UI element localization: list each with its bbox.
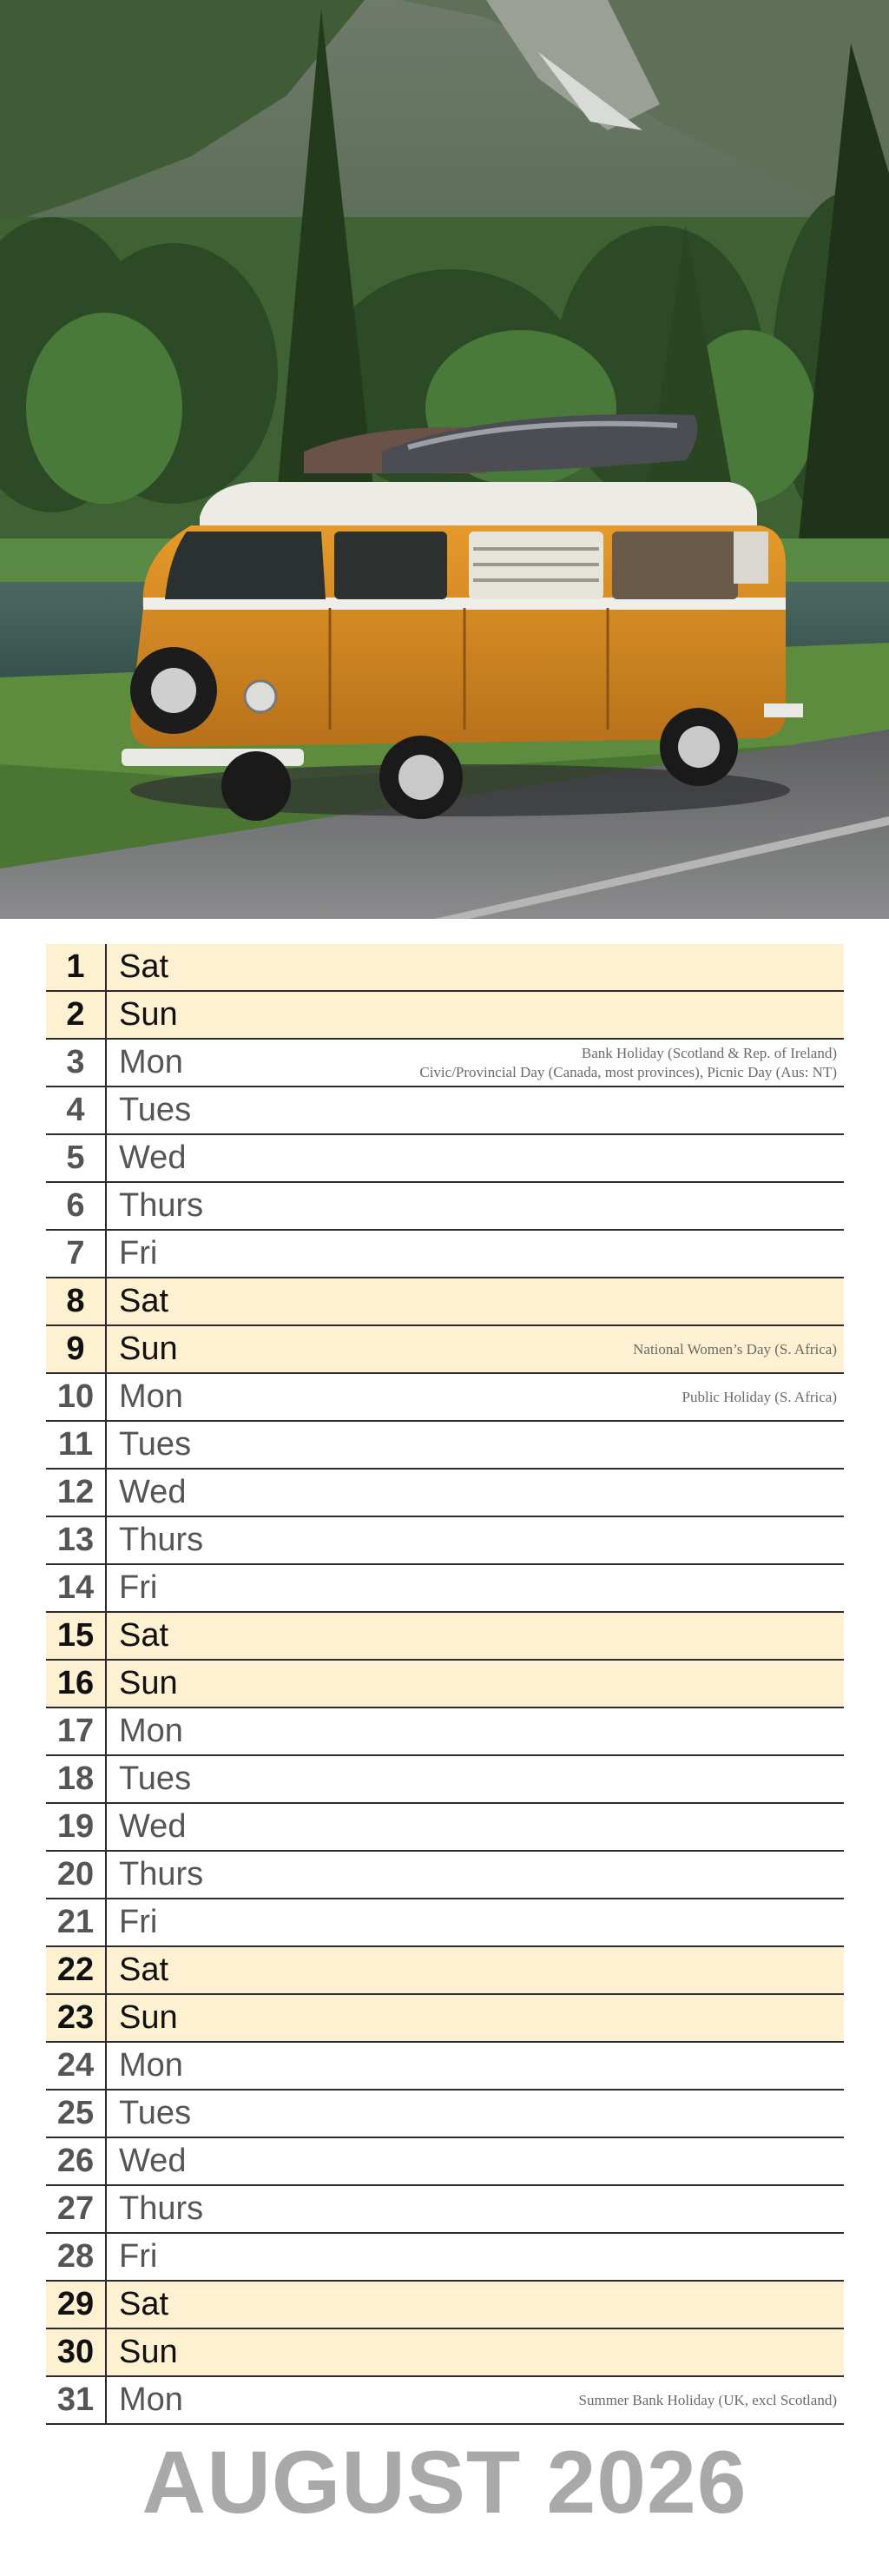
- day-number: 30: [46, 2329, 107, 2375]
- day-number: 10: [46, 1374, 107, 1420]
- calendar-row: [46, 2091, 844, 2138]
- day-number: 31: [46, 2377, 107, 2423]
- day-number: 24: [46, 2043, 107, 2089]
- day-number: 7: [46, 1231, 107, 1277]
- day-name: Sat: [119, 948, 169, 985]
- day-name: Fri: [119, 2238, 158, 2275]
- day-name: Fri: [119, 1235, 158, 1271]
- day-number: 18: [46, 1756, 107, 1802]
- day-number: 13: [46, 1517, 107, 1563]
- holiday-note: Civic/Provincial Day (Canada, most provinces), Picnic Day (Aus: NT): [419, 1063, 837, 1080]
- calendar-row: [46, 1231, 844, 1278]
- day-number: 17: [46, 1708, 107, 1754]
- day-name: Tues: [119, 1092, 192, 1128]
- calendar-row: [46, 1995, 844, 2043]
- calendar-row: [46, 1422, 844, 1470]
- day-name: Sun: [119, 996, 178, 1033]
- day-number: 3: [46, 1040, 107, 1086]
- calendar-row: [46, 1326, 844, 1374]
- calendar-row: [46, 1374, 844, 1422]
- calendar-row: [46, 1040, 844, 1087]
- calendar-row: [46, 992, 844, 1040]
- day-number: 5: [46, 1135, 107, 1181]
- day-number: 21: [46, 1899, 107, 1945]
- day-number: 8: [46, 1278, 107, 1324]
- calendar-row: [46, 1661, 844, 1708]
- holiday-notes: [579, 2377, 837, 2423]
- holiday-note: National Women’s Day (S. Africa): [633, 1340, 837, 1357]
- day-name: Fri: [119, 1904, 158, 1940]
- calendar-row: [46, 2043, 844, 2091]
- calendar-grid: [46, 944, 844, 2425]
- calendar-row: [46, 1899, 844, 1947]
- day-name: Thurs: [119, 1522, 204, 1558]
- day-name: Sun: [119, 1331, 178, 1367]
- day-name: Tues: [119, 2095, 192, 2131]
- calendar-row: [46, 1565, 844, 1613]
- day-number: 2: [46, 992, 107, 1038]
- day-name: Mon: [119, 1378, 183, 1415]
- day-number: 25: [46, 2091, 107, 2137]
- day-number: 16: [46, 1661, 107, 1707]
- day-name: Sat: [119, 1617, 169, 1654]
- day-number: 19: [46, 1804, 107, 1850]
- calendar-row: [46, 2138, 844, 2186]
- day-number: 14: [46, 1565, 107, 1611]
- day-name: Tues: [119, 1760, 192, 1797]
- calendar-row: [46, 2282, 844, 2329]
- day-name: Sat: [119, 2286, 169, 2322]
- day-name: Sun: [119, 1999, 178, 2036]
- calendar-row: [46, 1517, 844, 1565]
- calendar-row: [46, 1135, 844, 1183]
- day-name: Mon: [119, 2047, 183, 2084]
- day-name: Mon: [119, 1044, 183, 1080]
- day-number: 6: [46, 1183, 107, 1229]
- calendar-row: [46, 1708, 844, 1756]
- calendar-row: [46, 1470, 844, 1517]
- day-name: Wed: [119, 1808, 187, 1845]
- calendar-row: [46, 1804, 844, 1852]
- calendar-row: [46, 2234, 844, 2282]
- holiday-notes: [633, 1326, 837, 1372]
- day-name: Sun: [119, 2334, 178, 2370]
- day-number: 9: [46, 1326, 107, 1372]
- day-name: Thurs: [119, 1187, 204, 1224]
- holiday-note: Bank Holiday (Scotland & Rep. of Ireland): [581, 1044, 837, 1061]
- calendar-row: [46, 1947, 844, 1995]
- day-number: 20: [46, 1852, 107, 1898]
- day-number: 1: [46, 944, 107, 990]
- day-number: 29: [46, 2282, 107, 2328]
- day-name: Fri: [119, 1569, 158, 1606]
- day-name: Thurs: [119, 1856, 204, 1892]
- day-number: 12: [46, 1470, 107, 1516]
- month-year-title: AUGUST 2026: [142, 2433, 747, 2532]
- holiday-note: Public Holiday (S. Africa): [682, 1388, 837, 1405]
- day-name: Wed: [119, 2143, 187, 2179]
- day-number: 15: [46, 1613, 107, 1659]
- day-name: Mon: [119, 1713, 183, 1749]
- day-name: Tues: [119, 1426, 192, 1463]
- day-number: 26: [46, 2138, 107, 2184]
- day-name: Wed: [119, 1139, 187, 1176]
- day-number: 23: [46, 1995, 107, 2041]
- day-number: 27: [46, 2186, 107, 2232]
- day-name: Sat: [119, 1283, 169, 1319]
- calendar-photo: [0, 0, 889, 919]
- day-number: 28: [46, 2234, 107, 2280]
- calendar-row: [46, 2377, 844, 2425]
- day-name: Sat: [119, 1952, 169, 1988]
- calendar-row: [46, 944, 844, 992]
- holiday-notes: [682, 1374, 837, 1420]
- calendar-row: [46, 1852, 844, 1899]
- calendar-row: [46, 1087, 844, 1135]
- day-name: Mon: [119, 2381, 183, 2418]
- day-number: 22: [46, 1947, 107, 1993]
- calendar-row: [46, 1183, 844, 1231]
- calendar-row: [46, 2186, 844, 2234]
- camper-van-photo: [0, 0, 889, 919]
- day-name: Thurs: [119, 2190, 204, 2227]
- calendar-row: [46, 1278, 844, 1326]
- day-name: Wed: [119, 1474, 187, 1510]
- calendar-row: [46, 1756, 844, 1804]
- day-number: 4: [46, 1087, 107, 1133]
- day-name: Sun: [119, 1665, 178, 1701]
- day-number: 11: [46, 1422, 107, 1468]
- calendar-row: [46, 1613, 844, 1661]
- calendar-row: [46, 2329, 844, 2377]
- holiday-note: Summer Bank Holiday (UK, excl Scotland): [578, 2391, 837, 2408]
- holiday-notes: [419, 1040, 837, 1086]
